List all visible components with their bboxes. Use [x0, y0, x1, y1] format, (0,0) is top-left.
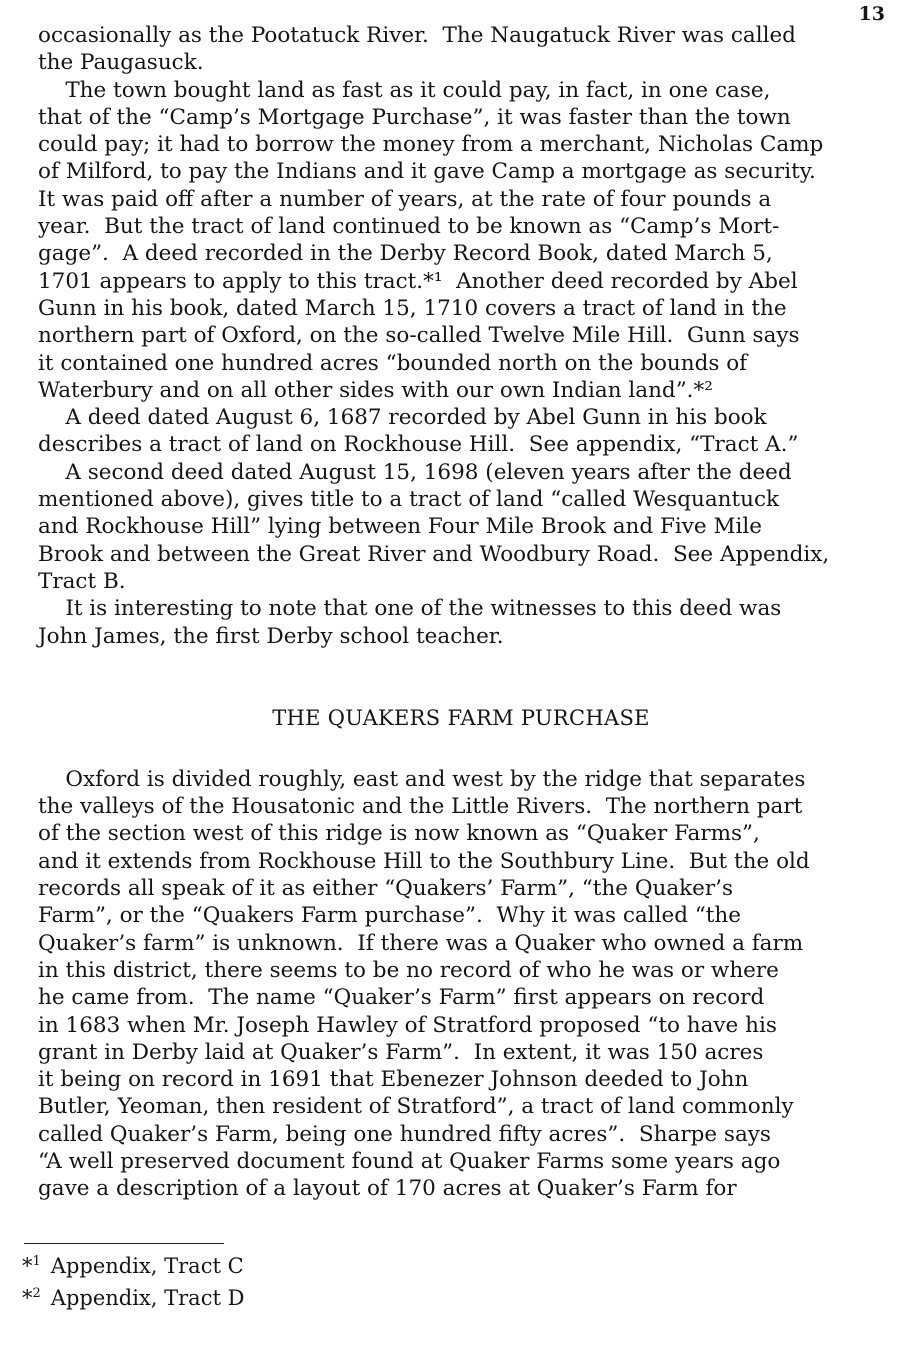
- text-line: of Milford, to pay the Indians and it gave Camp a mortgage as security.: [38, 159, 816, 185]
- text-line: A second deed dated August 15, 1698 (eleven years after the deed: [38, 459, 792, 485]
- paragraph: [38, 766, 884, 1203]
- paragraph: [38, 22, 884, 77]
- footnotes: [22, 1248, 244, 1312]
- footnote-marker: *: [22, 1286, 33, 1310]
- page-body: [38, 22, 884, 1203]
- footnote-marker: *: [22, 1254, 33, 1278]
- text-line: mentioned above), gives title to a tract of land “called Wesquantuck: [38, 487, 780, 513]
- footnote-number: 2: [32, 1286, 41, 1301]
- text-line: describes a tract of land on Rockhouse Hill. See appendix, “Tract A.”: [38, 432, 799, 458]
- text-line: Tract B.: [38, 568, 126, 594]
- section-text-block: [38, 766, 884, 1203]
- text-line: that of the “Camp’s Mortgage Purchase”, it was faster than the town: [38, 104, 791, 130]
- text-line: grant in Derby laid at Quaker’s Farm”. In extent, it was 150 acres: [38, 1039, 764, 1065]
- text-line: it contained one hundred acres “bounded north on the bounds of: [38, 350, 748, 376]
- paragraph: [38, 77, 884, 405]
- paragraph: [38, 459, 884, 595]
- top-text-block: [38, 22, 884, 650]
- text-line: 1701 appears to apply to this tract.*¹ Another deed recorded by Abel: [38, 268, 798, 294]
- footnote-text: Appendix, Tract C: [50, 1254, 244, 1278]
- text-line: Farm”, or the “Quakers Farm purchase”. Why it was called “the: [38, 903, 742, 929]
- text-line: It is interesting to note that one of the witnesses to this deed was: [38, 596, 782, 622]
- footnote: [22, 1248, 244, 1280]
- text-line: It was paid off after a number of years, at the rate of four pounds a: [38, 186, 772, 212]
- text-line: The town bought land as fast as it could pay, in fact, in one case,: [38, 77, 771, 103]
- paragraph: [38, 595, 884, 650]
- text-line: Brook and between the Great River and Woodbury Road. See Appendix,: [38, 541, 830, 567]
- text-line: it being on record in 1691 that Ebenezer Johnson deeded to John: [38, 1067, 749, 1093]
- text-line: in this district, there seems to be no record of who he was or where: [38, 957, 779, 983]
- text-line: “A well preserved document found at Quaker Farms some years ago: [38, 1148, 781, 1174]
- page-number: 13: [858, 3, 885, 25]
- text-line: and Rockhouse Hill” lying between Four Mile Brook and Five Mile: [38, 514, 762, 540]
- paragraph: [38, 404, 884, 459]
- text-line: Waterbury and on all other sides with our own Indian land”.*²: [38, 377, 713, 403]
- footnote: [22, 1280, 244, 1312]
- text-line: Butler, Yeoman, then resident of Stratford”, a tract of land commonly: [38, 1094, 794, 1120]
- text-line: he came from. The name “Quaker’s Farm” first appears on record: [38, 985, 765, 1011]
- footnote-text: Appendix, Tract D: [50, 1286, 245, 1310]
- text-line: Oxford is divided roughly, east and west by the ridge that separates: [38, 766, 806, 792]
- text-line: of the section west of this ridge is now known as “Quaker Farms”,: [38, 821, 760, 847]
- text-line: could pay; it had to borrow the money from a merchant, Nicholas Camp: [38, 132, 824, 158]
- text-line: called Quaker’s Farm, being one hundred fifty acres”. Sharpe says: [38, 1121, 771, 1147]
- text-line: A deed dated August 6, 1687 recorded by Abel Gunn in his book: [38, 405, 767, 431]
- text-line: records all speak of it as either “Quakers’ Farm”, “the Quaker’s: [38, 876, 734, 902]
- text-line: gave a description of a layout of 170 acres at Quaker’s Farm for: [38, 1176, 737, 1202]
- text-line: year. But the tract of land continued to be known as “Camp’s Mort-: [38, 214, 780, 240]
- footnote-divider: [24, 1243, 224, 1244]
- text-line: Gunn in his book, dated March 15, 1710 covers a tract of land in the: [38, 295, 787, 321]
- text-line: Quaker’s farm” is unknown. If there was a Quaker who owned a farm: [38, 930, 804, 956]
- text-line: and it extends from Rockhouse Hill to the Southbury Line. But the old: [38, 848, 810, 874]
- text-line: northern part of Oxford, on the so-called Twelve Mile Hill. Gunn says: [38, 323, 800, 349]
- text-line: in 1683 when Mr. Joseph Hawley of Stratford proposed “to have his: [38, 1012, 777, 1038]
- text-line: the Paugasuck.: [38, 50, 204, 76]
- text-line: the valleys of the Housatonic and the Little Rivers. The northern part: [38, 794, 803, 820]
- text-line: John James, the first Derby school teacher.: [38, 623, 504, 649]
- text-line: occasionally as the Pootatuck River. The Naugatuck River was called: [38, 23, 796, 48]
- text-line: gage”. A deed recorded in the Derby Record Book, dated March 5,: [38, 241, 773, 267]
- section-heading: THE QUAKERS FARM PURCHASE: [272, 705, 650, 730]
- footnote-number: 1: [32, 1254, 41, 1269]
